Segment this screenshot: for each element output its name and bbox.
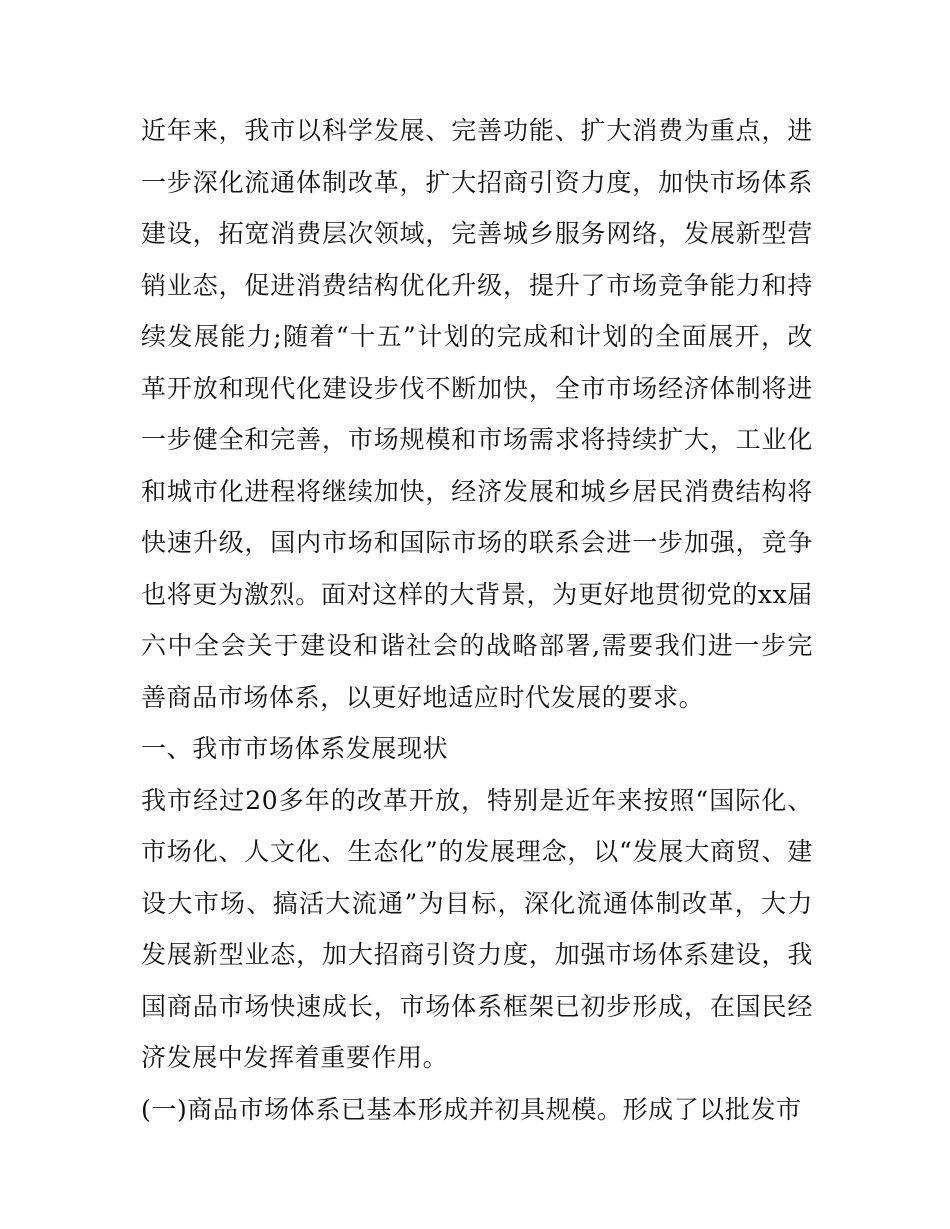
intro-paragraph: 近年来，我市以科学发展、完善功能、扩大消费为重点，进一步深化流通体制改革，扩大招商引资力度，加快市场体系建设，拓宽消费层次领域，完善城乡服务网络，发展新型营销业态，促进消费结构优化升级，提升了市场竞争能力和持续发展能力;随着“十五”计划的完成和计划的全面展开，改革开放和现代化建设步伐不断加快，全市市场经济体制将进一步健全和完善，市场规模和市场需求将持续扩大，工业化和城市化进程将继续加快，经济发展和城乡居民消费结构将快速升级，国内市场和国际市场的联系会进一步加强，竞争也将更为激烈。面对这样的大背景，为更好地贯彻党的xx届六中全会关于建设和谐社会的战略部署,需要我们进一步完善商品市场体系，以更好地适应时代发展的要求。 <box>141 116 813 712</box>
subsection-paragraph: (一)商品市场体系已基本形成并初具规模。形成了以批发市 <box>141 1094 802 1124</box>
status-paragraph: 我市经过20多年的改革开放，特别是近年来按照“国际化、市场化、人文化、生态化”的发展理念，以“发展大商贸、建设大市场、搞活大流通”为目标，深化流通体制改革，大力发展新型业态，加大招商引资力度，加强市场体系建设，我国商品市场快速成长，市场体系框架已初步形成，在国民经济发展中发挥着重要作用。 <box>141 785 813 1072</box>
section-heading: 一、我市市场体系发展现状 <box>141 734 449 763</box>
document-body <box>141 105 813 1135</box>
